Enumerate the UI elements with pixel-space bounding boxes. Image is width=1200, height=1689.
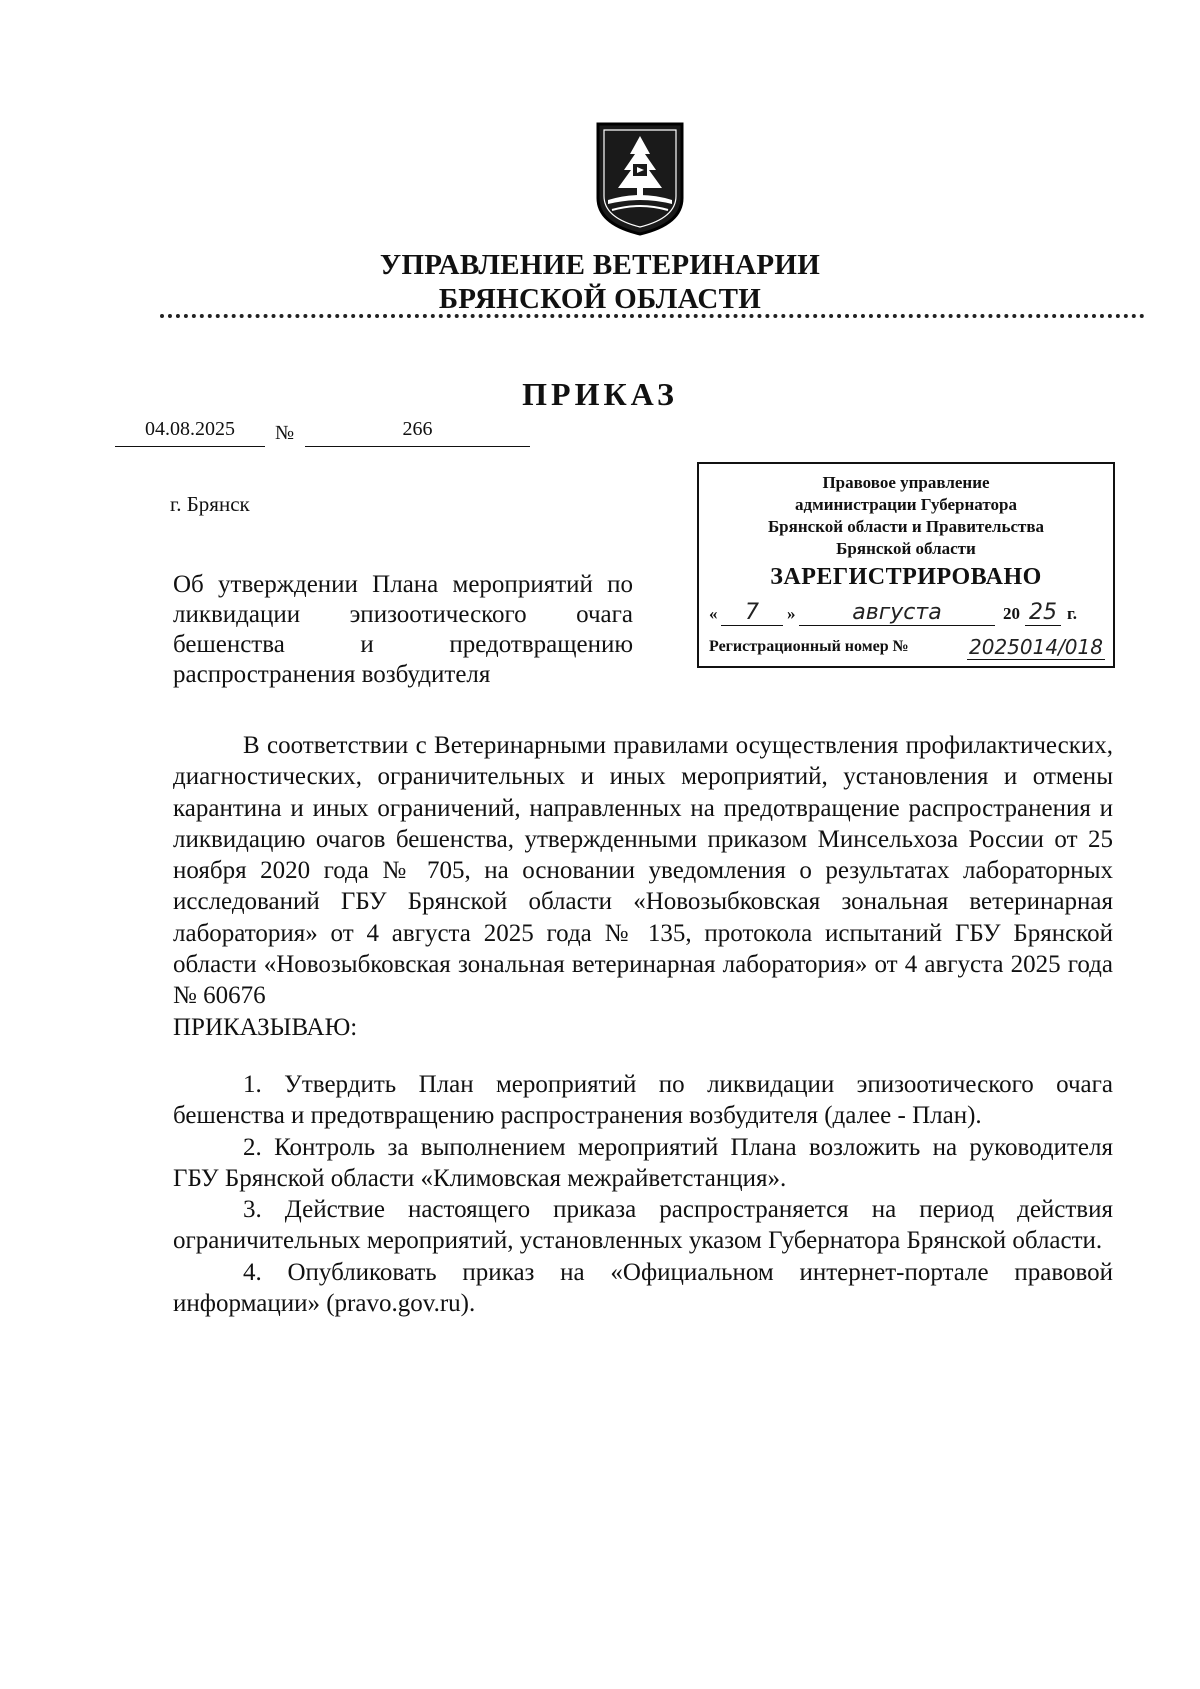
document-subject: Об утверждении Плана мероприятий по ликвидации эпизоотического очага бешенства и предотвращению распространения возбудителя xyxy=(173,571,633,688)
order-item-4: 4. Опубликовать приказ на «Официальном интернет-портале правовой информации» (pravo.gov.ru). xyxy=(173,1258,1113,1318)
preamble-paragraph: В соответствии с Ветеринарными правилами осуществления профилактических, диагностических, ограничительных и иных мероприятий, установления и отмены карантина и иных ограничений, направленных на предотвращение распространения и ликвидацию очагов бешенства, утвержденными приказом Минсельхоза России от 25 ноября 2020 года № 705, на основании уведомления о результатах лабораторных исследований ГБУ Брянской области «Новозыбковская зональная ветеринарная лаборатория» от 4 августа 2025 года № 135, протокола испытаний ГБУ Брянской области «Новозыбковская зональная ветеринарная лаборатория» от 4 августа 2025 года № 60676 xyxy=(173,732,1113,1010)
date-number-line xyxy=(115,417,535,447)
stamp-reg-number: 2025014/018 xyxy=(967,635,1105,660)
stamp-date-row xyxy=(699,596,1113,626)
stamp-reg-label: Регистрационный номер № xyxy=(709,638,909,655)
header-divider xyxy=(160,314,1145,318)
order-word: ПРИКАЗЫВАЮ: xyxy=(173,1013,358,1041)
number-label: № xyxy=(275,422,295,444)
stamp-quote-open: « xyxy=(709,604,718,623)
order-item-1: 1. Утвердить План мероприятий по ликвидации эпизоотического очага бешенства и предотвращению распространения возбудителя (далее - План). xyxy=(173,1070,1113,1130)
order-item-2: 2. Контроль за выполнением мероприятий Плана возложить на руководителя ГБУ Брянской области «Климовская межрайветстанция». xyxy=(173,1133,1113,1192)
document-date: 04.08.2025 xyxy=(115,418,265,447)
document-title: ПРИКАЗ xyxy=(522,376,678,412)
org-line-1: УПРАВЛЕНИЕ ВЕТЕРИНАРИИ xyxy=(379,249,821,281)
stamp-line-3: Брянской области и Правительства xyxy=(767,517,1045,536)
stamp-year-suffix: 25 xyxy=(1025,600,1061,626)
stamp-year-prefix: 20 xyxy=(1003,604,1020,623)
bryansk-coat-of-arms-icon xyxy=(594,120,686,238)
stamp-month: августа xyxy=(799,600,995,626)
document-body xyxy=(173,730,1113,1319)
stamp-line-2: администрации Губернатора xyxy=(795,495,1017,514)
document-number: 266 xyxy=(305,418,530,447)
registration-stamp xyxy=(697,462,1115,668)
stamp-year-unit: г. xyxy=(1067,604,1078,623)
stamp-line-4: Брянской области xyxy=(836,539,976,558)
stamp-day: 7 xyxy=(721,600,783,626)
city: г. Брянск xyxy=(170,492,250,516)
stamp-reg-row xyxy=(699,630,1113,660)
stamp-registered: ЗАРЕГИСТРИРОВАНО xyxy=(770,564,1042,590)
stamp-line-1: Правовое управление xyxy=(822,473,990,492)
order-item-3: 3. Действие настоящего приказа распространяется на период действия ограничительных мероприятий, установленных указом Губернатора Брянской области. xyxy=(173,1196,1113,1255)
org-line-2: БРЯНСКОЙ ОБЛАСТИ xyxy=(438,283,762,315)
stamp-quote-close: » xyxy=(787,604,796,623)
organization-name xyxy=(0,248,1200,316)
